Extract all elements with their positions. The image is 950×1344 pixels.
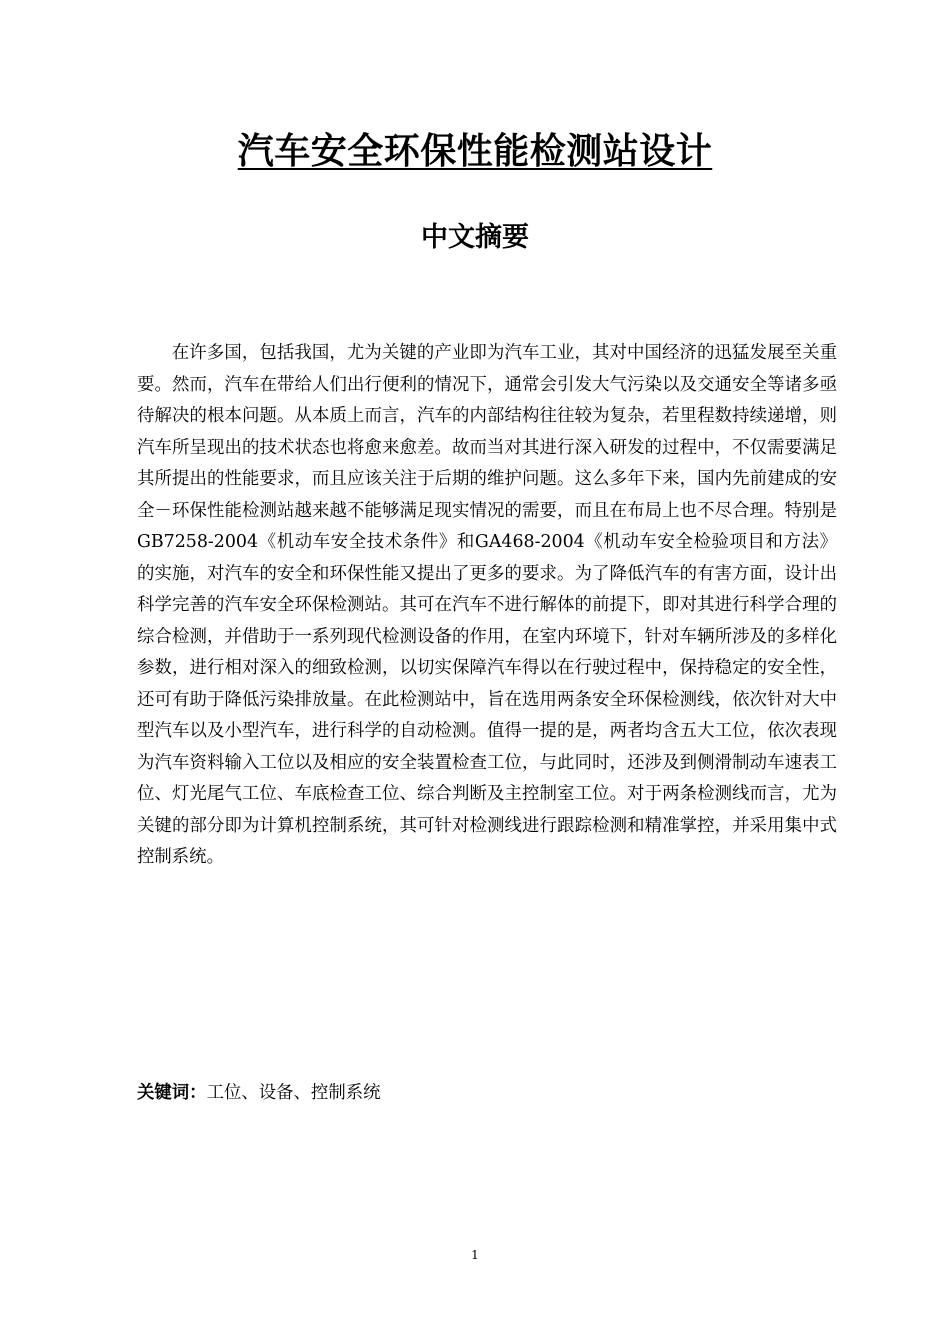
keywords-line (137, 1077, 837, 1109)
abstract-paragraph: 在许多国，包括我国，尤为关键的产业即为汽车工业，其对中国经济的迅猛发展至关重要。然而，汽车在带给人们出行便利的情况下，通常会引发大气污染以及交通安全等诸多亟待解决的根本问题。从本质上而言，汽车的内部结构往往较为复杂，若里程数持续递增，则汽车所呈现出的技术状态也将愈来愈差。故而当对其进行深入研发的过程中，不仅需要满足其所提出的性能要求，而且应该关注于后期的维护问题。这么多年下来，国内先前建成的安全－环保性能检测站越来越不能够满足现实情况的需要，而且在布局上也不尽合理。特别是GB7258-2004《机动车安全技术条件》和GA468-2004《机动车安全检验项目和方法》的实施，对汽车的安全和环保性能又提出了更多的要求。为了降低汽车的有害方面，设计出科学完善的汽车安全环保检测站。其可在汽车不进行解体的前提下，即对其进行科学合理的综合检测，并借助于一系列现代检测设备的作用，在室内环境下，针对车辆所涉及的多样化参数，进行相对深入的细致检测，以切实保障汽车得以在行驶过程中，保持稳定的安全性，还可有助于降低污染排放量。在此检测站中，旨在选用两条安全环保检测线，依次针对大中型汽车以及小型汽车，进行科学的自动检测。值得一提的是，两者均含五大工位，依次表现为汽车资料输入工位以及相应的安全装置检查工位，与此同时，还涉及到侧滑制动车速表工位、灯光尾气工位、车底检查工位、综合判断及主控制室工位。对于两条检测线而言，尤为关键的部分即为计算机控制系统，其可针对检测线进行跟踪检测和精准掌控，并采用集中式控制系统。 (137, 343, 837, 867)
abstract-heading: 中文摘要 (421, 222, 529, 253)
document-title-text: 汽车安全环保性能检测站设计 (237, 131, 713, 172)
keywords-label: 关键词： (137, 1083, 207, 1103)
keywords-value: 工位、设备、控制系统 (206, 1083, 381, 1103)
page-number: 1 (471, 1248, 479, 1262)
document-title (0, 126, 950, 178)
